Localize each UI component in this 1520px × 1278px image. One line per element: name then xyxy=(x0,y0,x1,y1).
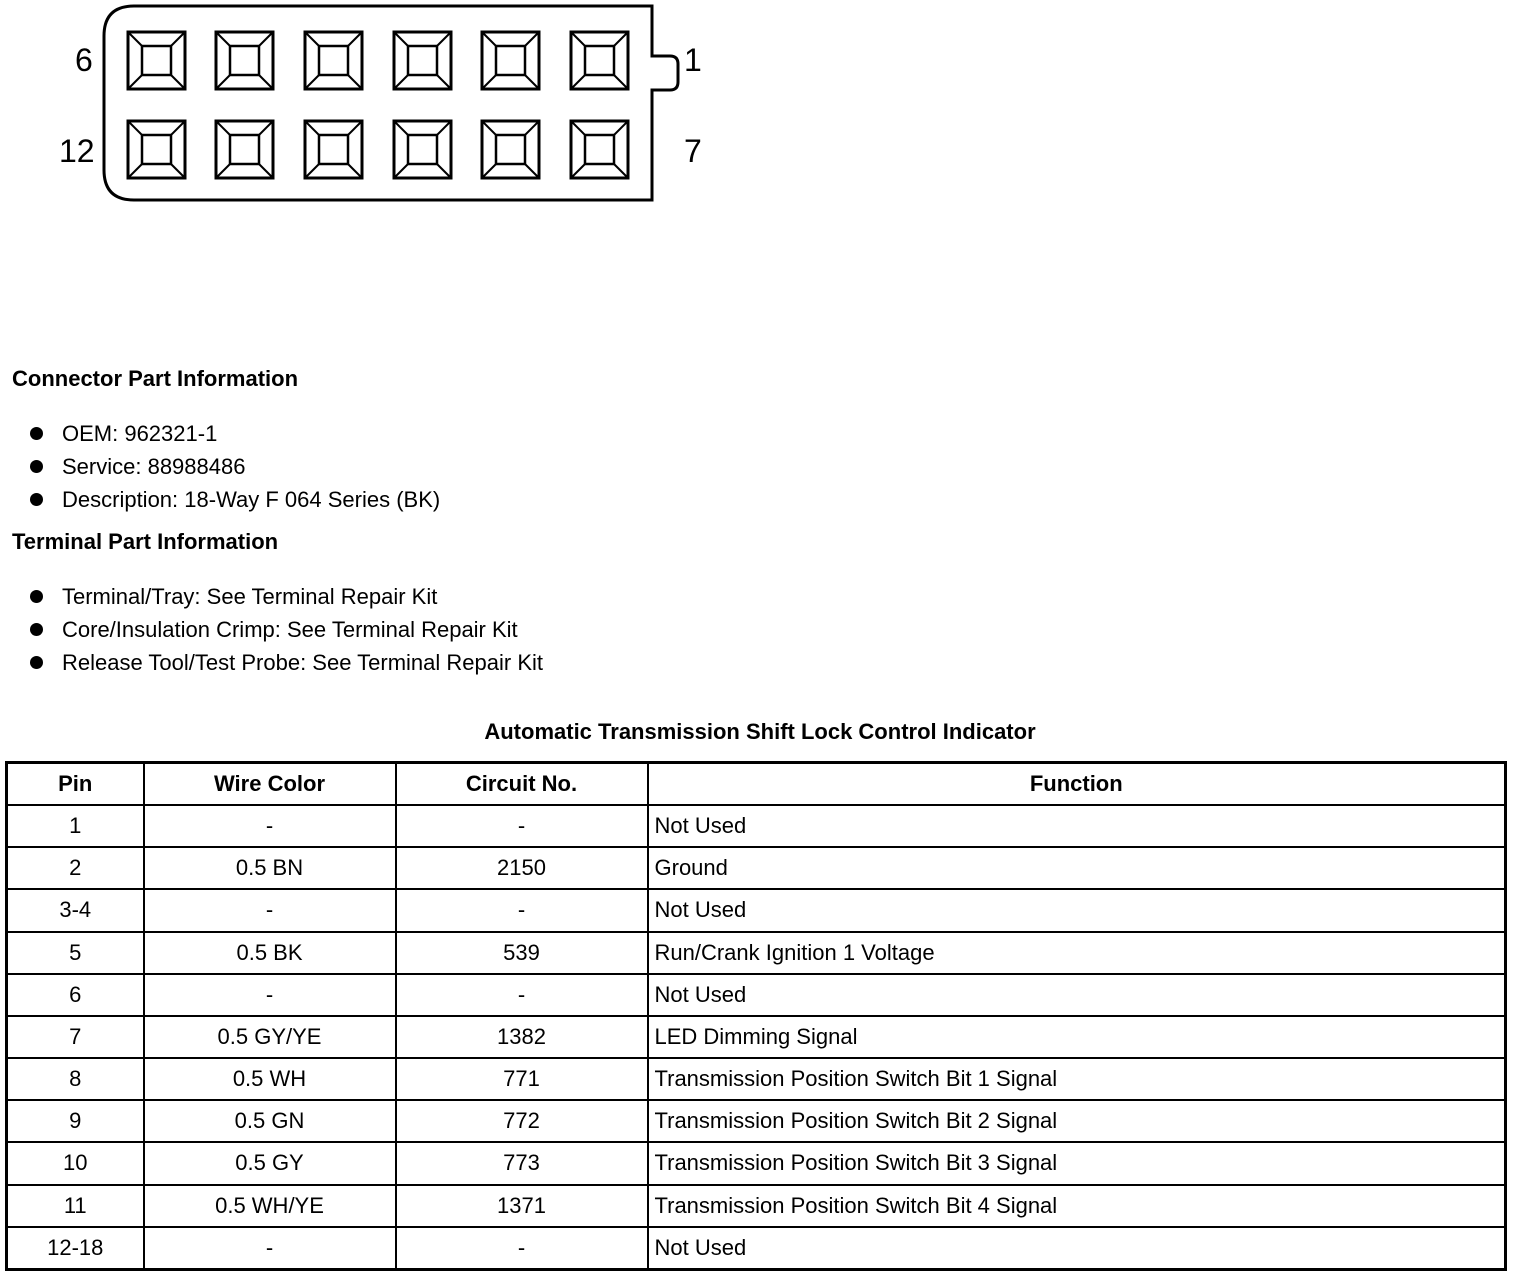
table-row xyxy=(7,847,1506,889)
list-item xyxy=(30,646,543,679)
pinout-table xyxy=(5,761,1507,1271)
header-pin: Pin xyxy=(7,763,144,806)
cell-wire-color: 0.5 BK xyxy=(144,932,396,974)
cell-circuit: 773 xyxy=(396,1142,648,1184)
list-item xyxy=(30,450,440,483)
pin-cavity xyxy=(482,32,539,89)
list-item xyxy=(30,483,440,516)
cell-pin: 10 xyxy=(7,1142,144,1184)
terminal-info-heading: Terminal Part Information xyxy=(12,529,279,554)
list-item-text: OEM: 962321-1 xyxy=(62,421,218,446)
table-row xyxy=(7,889,1506,931)
list-item-text: Service: 88988486 xyxy=(62,454,246,479)
cell-function: Not Used xyxy=(648,974,1506,1016)
list-item-text: Terminal/Tray: See Terminal Repair Kit xyxy=(62,584,438,609)
connector-outline xyxy=(0,0,720,210)
table-header-row xyxy=(7,763,1506,806)
cell-circuit: 1382 xyxy=(396,1016,648,1058)
pin-cavity xyxy=(394,121,451,178)
cell-function: Not Used xyxy=(648,1227,1506,1270)
terminal-info-list xyxy=(30,580,543,679)
cell-function: LED Dimming Signal xyxy=(648,1016,1506,1058)
cell-function: Transmission Position Switch Bit 1 Signal xyxy=(648,1058,1506,1100)
pin-cavity xyxy=(394,32,451,89)
cell-wire-color: 0.5 WH/YE xyxy=(144,1185,396,1227)
cell-function: Not Used xyxy=(648,805,1506,847)
cell-function: Run/Crank Ignition 1 Voltage xyxy=(648,932,1506,974)
cell-wire-color: 0.5 WH xyxy=(144,1058,396,1100)
cell-pin: 8 xyxy=(7,1058,144,1100)
cell-pin: 7 xyxy=(7,1016,144,1058)
cell-function: Transmission Position Switch Bit 2 Signal xyxy=(648,1100,1506,1142)
pin-cavity xyxy=(128,121,185,178)
cell-function: Ground xyxy=(648,847,1506,889)
cell-wire-color: - xyxy=(144,1227,396,1270)
list-item-text: Description: 18-Way F 064 Series (BK) xyxy=(62,487,441,512)
cell-wire-color: - xyxy=(144,974,396,1016)
pin-cavities xyxy=(128,32,628,178)
cell-circuit: 1371 xyxy=(396,1185,648,1227)
cell-circuit: - xyxy=(396,889,648,931)
list-item xyxy=(30,417,440,450)
table-row xyxy=(7,974,1506,1016)
pin-cavity xyxy=(305,121,362,178)
table-row xyxy=(7,1227,1506,1270)
cell-pin: 11 xyxy=(7,1185,144,1227)
connector-info-list xyxy=(30,417,440,516)
bullet-icon xyxy=(30,656,43,669)
cell-wire-color: 0.5 GY/YE xyxy=(144,1016,396,1058)
header-wire-color: Wire Color xyxy=(144,763,396,806)
table-row xyxy=(7,1142,1506,1184)
cell-pin: 1 xyxy=(7,805,144,847)
cell-wire-color: 0.5 GN xyxy=(144,1100,396,1142)
pin-cavity xyxy=(128,32,185,89)
connector-face-diagram xyxy=(0,0,720,210)
pin-cavity xyxy=(305,32,362,89)
table-row xyxy=(7,932,1506,974)
bullet-icon xyxy=(30,460,43,473)
list-item xyxy=(30,613,543,646)
list-item xyxy=(30,580,543,613)
table-row xyxy=(7,1016,1506,1058)
pin-cavity xyxy=(571,121,628,178)
bullet-icon xyxy=(30,623,43,636)
cell-circuit: 771 xyxy=(396,1058,648,1100)
cell-wire-color: 0.5 BN xyxy=(144,847,396,889)
cell-wire-color: - xyxy=(144,805,396,847)
cell-pin: 12-18 xyxy=(7,1227,144,1270)
bullet-icon xyxy=(30,590,43,603)
pin-cavity xyxy=(571,32,628,89)
cell-pin: 9 xyxy=(7,1100,144,1142)
cell-pin: 5 xyxy=(7,932,144,974)
cell-circuit: 2150 xyxy=(396,847,648,889)
table-row xyxy=(7,1185,1506,1227)
pin-cavity xyxy=(216,32,273,89)
table-row xyxy=(7,1058,1506,1100)
cell-pin: 3-4 xyxy=(7,889,144,931)
pin-label-bottom-left: 12 xyxy=(59,133,95,169)
cell-function: Not Used xyxy=(648,889,1506,931)
cell-circuit: 539 xyxy=(396,932,648,974)
cell-wire-color: 0.5 GY xyxy=(144,1142,396,1184)
cell-pin: 2 xyxy=(7,847,144,889)
bullet-icon xyxy=(30,427,43,440)
pin-cavity xyxy=(216,121,273,178)
header-function: Function xyxy=(648,763,1506,806)
cell-function: Transmission Position Switch Bit 3 Signal xyxy=(648,1142,1506,1184)
pin-label-bottom-right: 7 xyxy=(684,133,702,169)
table-row xyxy=(7,1100,1506,1142)
pin-cavity xyxy=(482,121,539,178)
list-item-text: Core/Insulation Crimp: See Terminal Repair Kit xyxy=(62,617,518,642)
cell-circuit: 772 xyxy=(396,1100,648,1142)
cell-circuit: - xyxy=(396,805,648,847)
connector-info-heading: Connector Part Information xyxy=(12,366,299,391)
table-title: Automatic Transmission Shift Lock Control Indicator xyxy=(484,719,1036,744)
header-circuit: Circuit No. xyxy=(396,763,648,806)
list-item-text: Release Tool/Test Probe: See Terminal Repair Kit xyxy=(62,650,543,675)
bullet-icon xyxy=(30,493,43,506)
pin-label-top-left: 6 xyxy=(75,42,93,78)
table-row xyxy=(7,805,1506,847)
cell-circuit: - xyxy=(396,1227,648,1270)
cell-wire-color: - xyxy=(144,889,396,931)
pin-label-top-right: 1 xyxy=(684,42,702,78)
cell-pin: 6 xyxy=(7,974,144,1016)
cell-function: Transmission Position Switch Bit 4 Signal xyxy=(648,1185,1506,1227)
cell-circuit: - xyxy=(396,974,648,1016)
